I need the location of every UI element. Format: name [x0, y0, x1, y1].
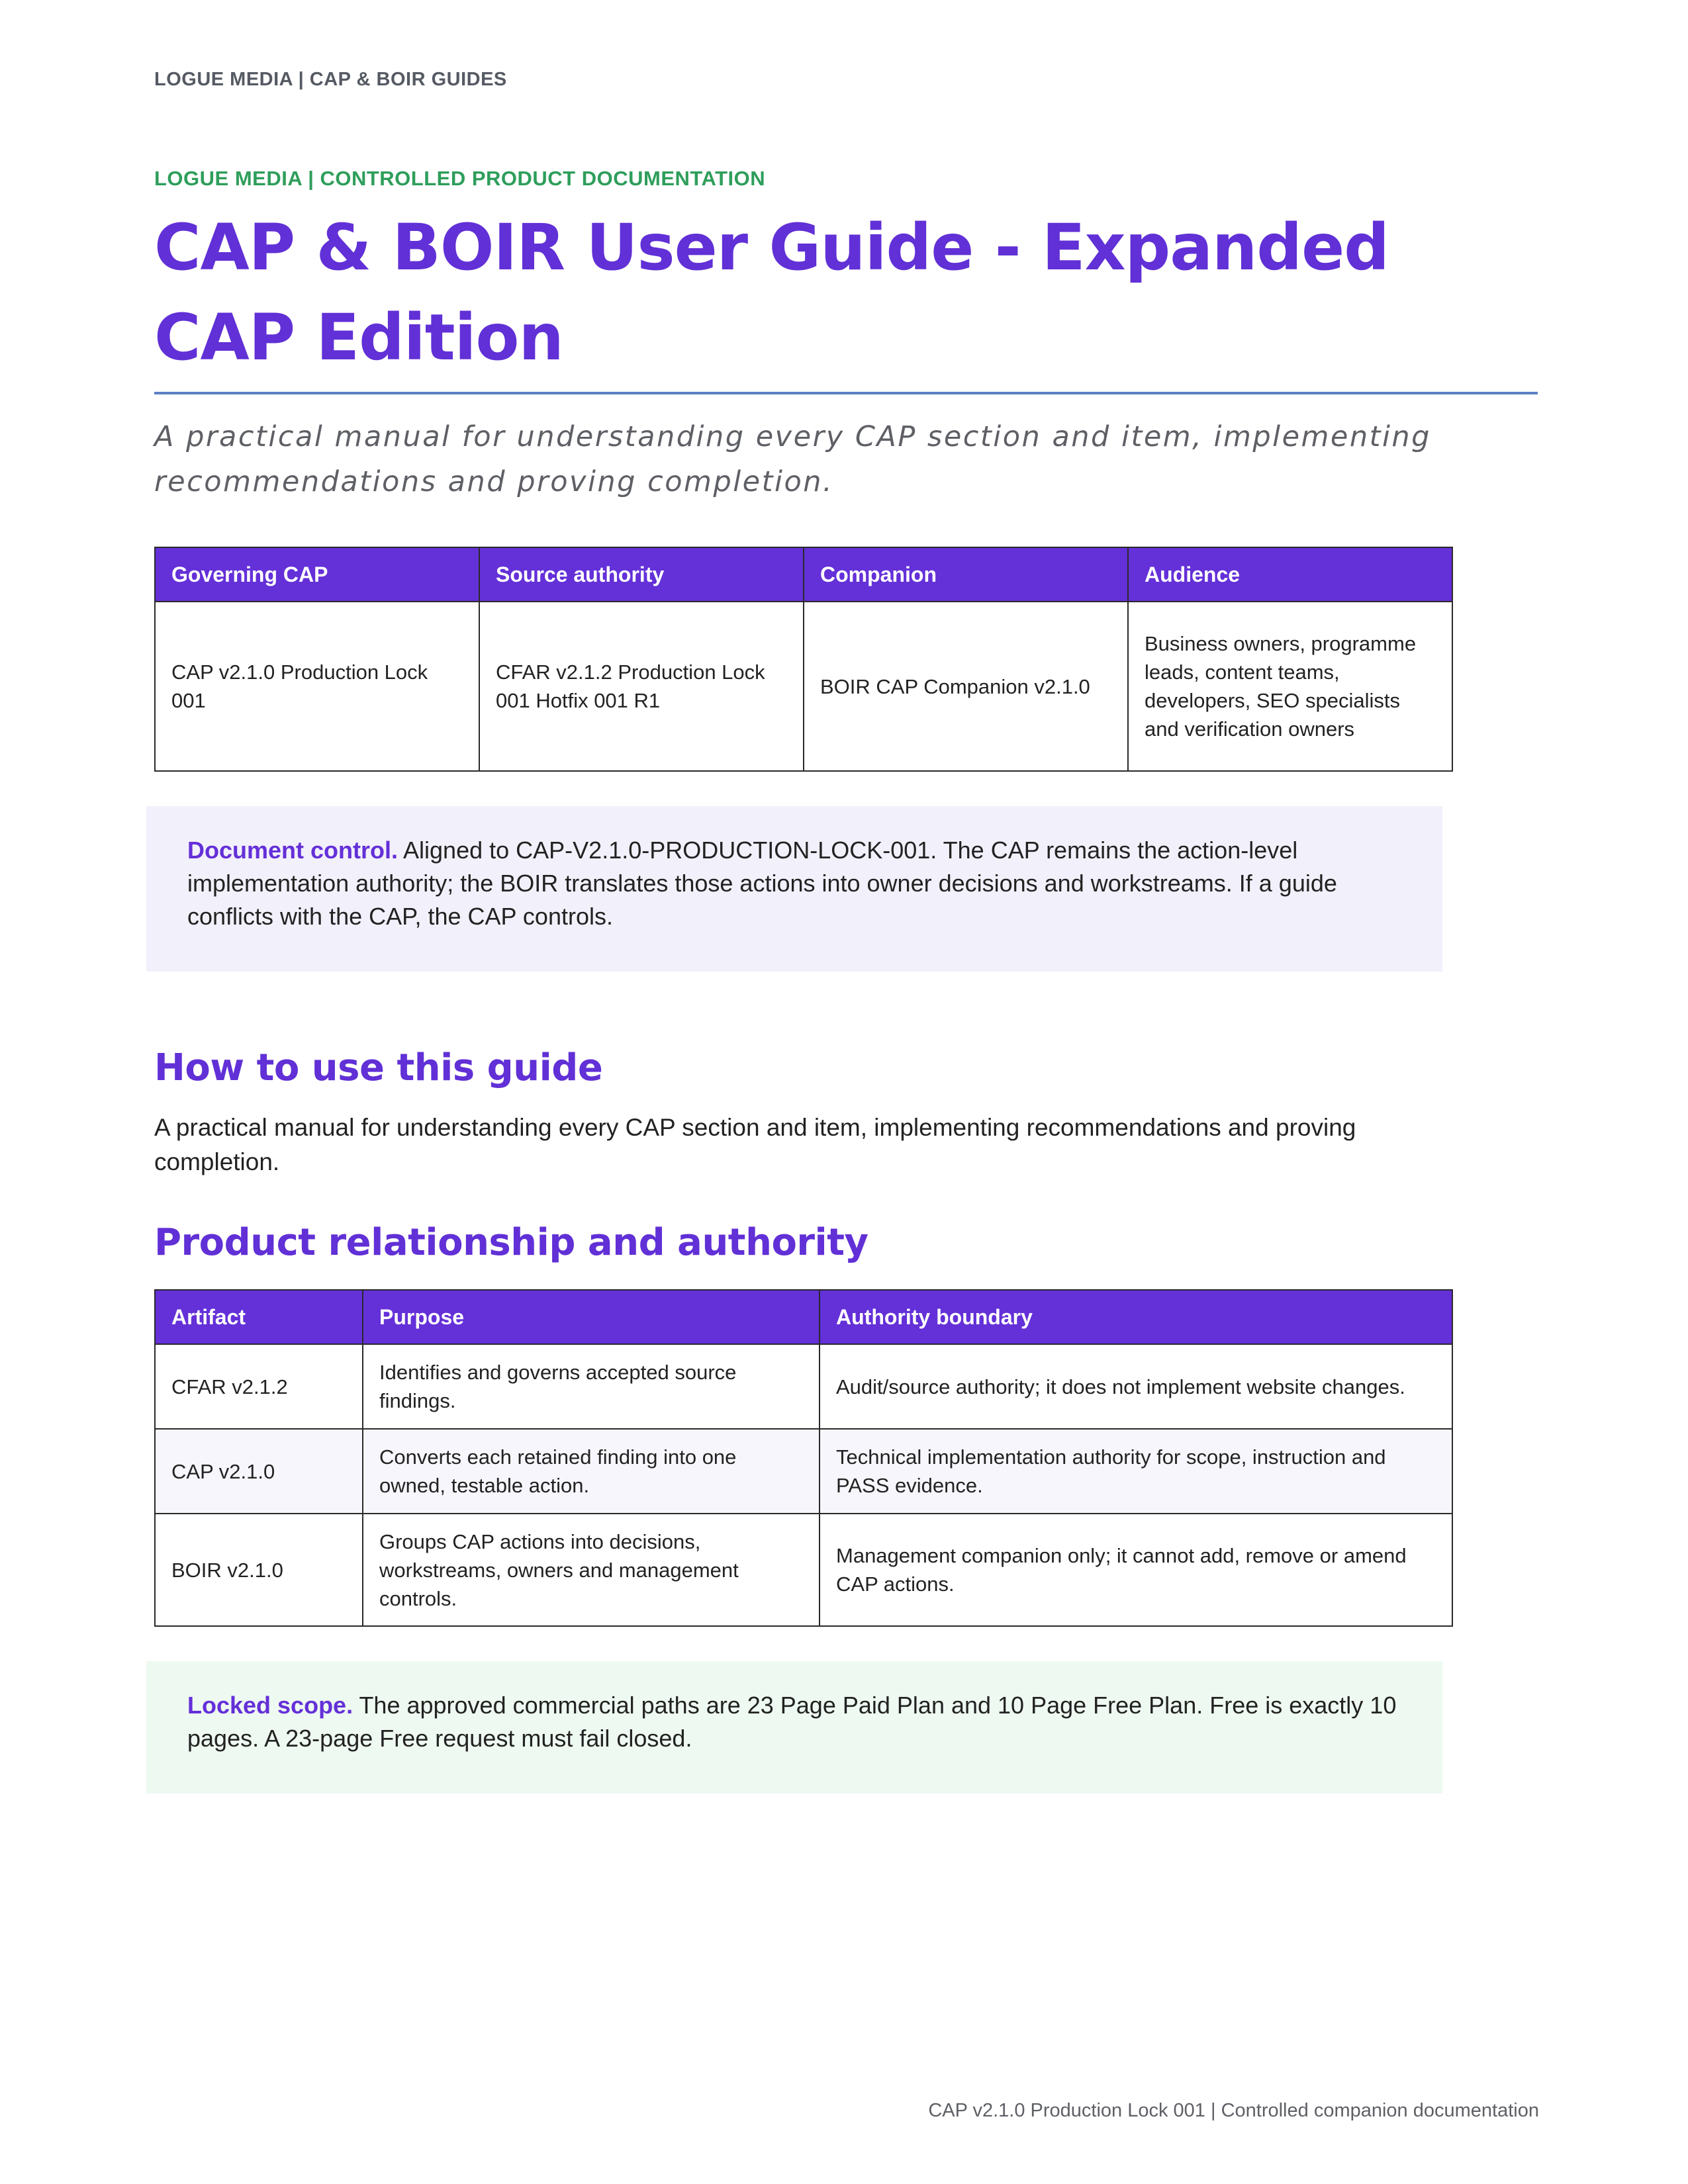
rel-cell-artifact: CFAR v2.1.2: [155, 1344, 363, 1429]
rel-header-authority-boundary: Authority boundary: [820, 1290, 1452, 1344]
rel-cell-purpose: Identifies and governs accepted source findings.: [363, 1344, 820, 1429]
rel-cell-authority: Management companion only; it cannot add, remove or amend CAP actions.: [820, 1514, 1452, 1626]
rel-cell-authority: Technical implementation authority for scope, instruction and PASS evidence.: [820, 1429, 1452, 1514]
section-heading-relationship: Product relationship and authority: [154, 1221, 868, 1264]
title-divider: [154, 392, 1538, 394]
rel-cell-artifact: BOIR v2.1.0: [155, 1514, 363, 1626]
rel-cell-purpose: Groups CAP actions into decisions, workstreams, owners and management controls.: [363, 1514, 820, 1626]
table-row: [155, 1514, 1452, 1626]
meta-cell-companion: BOIR CAP Companion v2.1.0: [804, 602, 1128, 771]
rel-cell-purpose: Converts each retained finding into one owned, testable action.: [363, 1429, 820, 1514]
rel-header-purpose: Purpose: [363, 1290, 820, 1344]
callout-lead: Locked scope.: [187, 1692, 353, 1719]
meta-cell-audience: Business owners, programme leads, content teams, developers, SEO specialists and verification owners: [1128, 602, 1452, 771]
meta-header-governing-cap: Governing CAP: [155, 547, 479, 602]
meta-header-companion: Companion: [804, 547, 1128, 602]
callout-text: Aligned to CAP-V2.1.0-PRODUCTION-LOCK-001. The CAP remains the action-level implementation authority; the BOIR translates those actions into owner decisions and workstreams. If a guide conflicts with the CAP, the CAP controls.: [187, 837, 1337, 930]
table-row: [155, 1429, 1452, 1514]
rel-header-artifact: Artifact: [155, 1290, 363, 1344]
callout-lead: Document control.: [187, 837, 399, 864]
rel-cell-authority: Audit/source authority; it does not implement website changes.: [820, 1344, 1452, 1429]
running-header: LOGUE MEDIA | CAP & BOIR GUIDES: [154, 69, 507, 90]
relationship-header-row: [155, 1290, 1452, 1344]
meta-table-header-row: [155, 547, 1452, 602]
callout-text: The approved commercial paths are 23 Page Paid Plan and 10 Page Free Plan. Free is exactly 10 pages. A 23-page Free request must fail closed.: [187, 1692, 1397, 1752]
rel-cell-artifact: CAP v2.1.0: [155, 1429, 363, 1514]
table-row: [155, 602, 1452, 771]
page-content: [154, 167, 1538, 1794]
meta-cell-governing-cap: CAP v2.1.0 Production Lock 001: [155, 602, 479, 771]
page-subtitle: A practical manual for understanding every CAP section and item, implementing recommendations and proving completion.: [154, 420, 1431, 498]
document-control-callout: [146, 806, 1442, 972]
meta-header-source-authority: Source authority: [479, 547, 804, 602]
document-meta-table: [154, 547, 1453, 772]
page-title: CAP & BOIR User Guide - Expanded CAP Edition: [154, 210, 1389, 375]
table-row: [155, 1344, 1452, 1429]
meta-header-audience: Audience: [1128, 547, 1452, 602]
locked-scope-callout: [146, 1661, 1442, 1794]
relationship-table: [154, 1289, 1453, 1627]
page-footer: CAP v2.1.0 Production Lock 001 | Controlled companion documentation: [928, 2100, 1539, 2121]
kicker-label: LOGUE MEDIA | CONTROLLED PRODUCT DOCUMENTATION: [154, 167, 766, 190]
meta-cell-source-authority: CFAR v2.1.2 Production Lock 001 Hotfix 001 R1: [479, 602, 804, 771]
section-body-how-to-use: A practical manual for understanding every CAP section and item, implementing recommendations and proving completion.: [154, 1114, 1356, 1175]
section-heading-how-to-use: How to use this guide: [154, 1046, 603, 1089]
